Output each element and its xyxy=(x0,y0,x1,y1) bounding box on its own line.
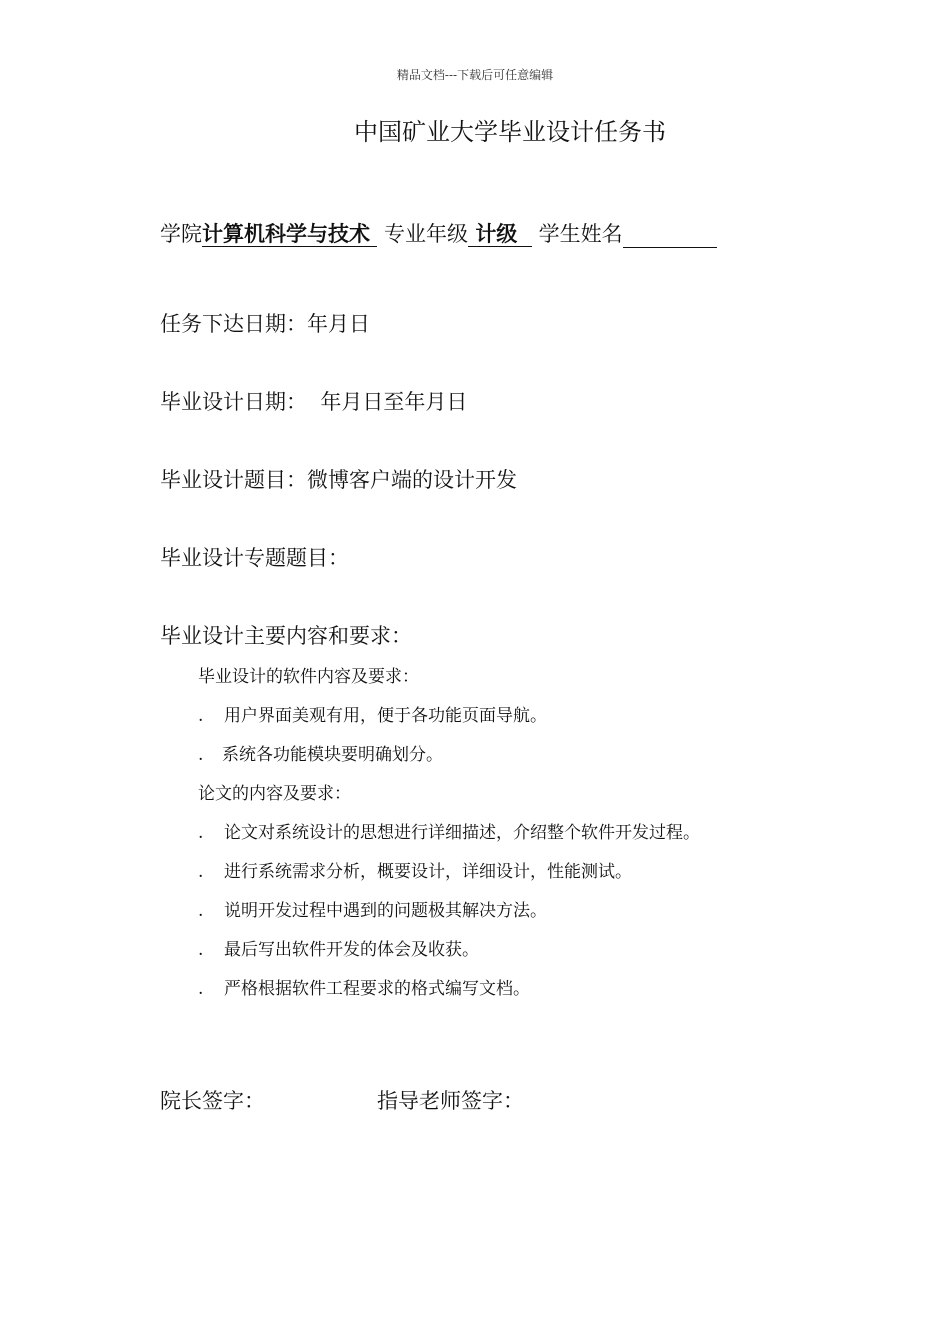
design-date-label: 毕业设计日期： xyxy=(160,390,307,414)
design-date-value: 年月日至年月日 xyxy=(320,390,468,414)
list-item: . 说明开发过程中遇到的问题极其解决方法。 xyxy=(198,901,547,921)
design-topic: 毕业设计题目：微博客户端的设计开发 xyxy=(160,468,517,492)
paper-heading: 论文的内容及要求： xyxy=(198,784,351,804)
list-item: . 论文对系统设计的思想进行详细描述，介绍整个软件开发过程。 xyxy=(198,823,700,843)
list-item: . 进行系统需求分析，概要设计，详细设计，性能测试。 xyxy=(198,862,632,882)
special-topic: 毕业设计专题题目： xyxy=(160,546,349,570)
list-item: . 用户界面美观有用，便于各功能页面导航。 xyxy=(198,706,547,726)
dean-signature: 院长签字： xyxy=(160,1089,265,1113)
design-date xyxy=(160,386,467,416)
bullet: . xyxy=(198,745,204,765)
list-item: . 严格根据软件工程要求的格式编写文档。 xyxy=(198,979,530,999)
document-title: 中国矿业大学毕业设计任务书 xyxy=(354,118,666,146)
college-value: 计算机科学与技术 xyxy=(202,222,377,247)
college-label: 学院 xyxy=(160,222,202,246)
bullet: . xyxy=(198,862,204,882)
major-value: 计级 xyxy=(468,222,532,247)
bullet: . xyxy=(198,823,204,843)
software-heading: 毕业设计的软件内容及要求： xyxy=(198,667,419,687)
student-name-label: 学生姓名 xyxy=(538,222,623,246)
student-name-blank xyxy=(623,227,717,248)
bullet: . xyxy=(198,979,204,999)
assign-date: 任务下达日期：年月日 xyxy=(160,312,370,336)
list-item: . 系统各功能模块要明确划分。 xyxy=(198,745,443,765)
student-info-line xyxy=(160,218,717,248)
bullet: . xyxy=(198,940,204,960)
watermark-header: 精品文档---下载后可任意编辑 xyxy=(396,68,554,82)
content-heading: 毕业设计主要内容和要求： xyxy=(160,624,412,648)
major-label: 专业年级 xyxy=(384,222,468,246)
bullet: . xyxy=(198,706,204,726)
advisor-signature: 指导老师签字： xyxy=(377,1089,524,1113)
list-item: . 最后写出软件开发的体会及收获。 xyxy=(198,940,479,960)
bullet: . xyxy=(198,901,204,921)
